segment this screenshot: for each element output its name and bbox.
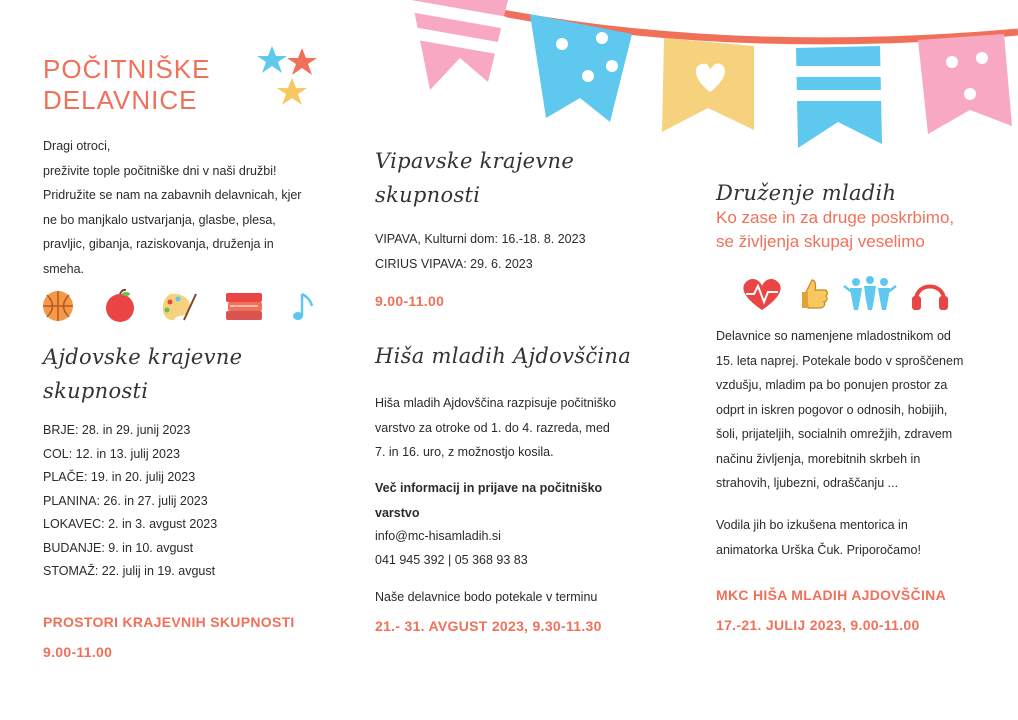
people-icon bbox=[844, 276, 896, 310]
list-item: BUDANJE: 9. in 10. avgust bbox=[43, 540, 194, 555]
druzenje-place: MKC HIŠA MLADIH AJDOVŠČINA bbox=[716, 587, 946, 603]
star-yellow-icon bbox=[277, 78, 307, 105]
hisa-line: Hiša mladih Ajdovščina razpisuje počitniško bbox=[375, 396, 617, 410]
stars-decoration bbox=[256, 44, 322, 110]
thumbs-up-icon bbox=[802, 280, 827, 308]
star-blue-icon bbox=[257, 46, 287, 73]
star-coral-icon bbox=[287, 48, 317, 75]
info-line: Več informacij in prijave na počitniško bbox=[375, 481, 603, 495]
ajdovske-place: PROSTORI KRAJEVNIH SKUPNOSTI bbox=[43, 614, 295, 630]
vipavske-list bbox=[375, 227, 665, 276]
intro-line: ne bo manjkalo ustvarjanja, glasbe, plesa, bbox=[43, 212, 276, 227]
bunting-flag-blue-striped bbox=[796, 46, 882, 148]
subtitle-line: se življenja skupaj veselimo bbox=[716, 232, 925, 251]
headphones-icon bbox=[912, 287, 948, 311]
vipavske-heading bbox=[375, 144, 574, 212]
books-icon bbox=[226, 293, 262, 320]
druzenje-text-2 bbox=[716, 513, 1006, 562]
subtitle-line: Ko zase in za druge poskrbimo, bbox=[716, 208, 955, 227]
list-item: PLAČE: 19. in 20. julij 2023 bbox=[43, 470, 196, 484]
intro-line: Dragi otroci, bbox=[43, 139, 111, 153]
list-item: LOKAVEC: 2. in 3. avgust 2023 bbox=[43, 517, 218, 531]
heading-line: Ajdovske krajevne bbox=[43, 345, 243, 369]
music-note-icon bbox=[293, 294, 312, 320]
title-line-1: POČITNIŠKE bbox=[43, 54, 211, 84]
hisa-term: 21.- 31. AVGUST 2023, 9.30-11.30 bbox=[375, 618, 602, 634]
heart-pulse-icon bbox=[743, 279, 780, 310]
hisa-line: 7. in 16. uro, z možnostjo kosila. bbox=[375, 445, 554, 459]
hisa-text bbox=[375, 391, 675, 465]
heading-line: skupnosti bbox=[43, 379, 149, 403]
intro-line: pravljic, gibanja, raziskovanja, druženja in bbox=[43, 237, 274, 251]
title-line-2: DELAVNICE bbox=[43, 85, 198, 115]
hisa-email[interactable]: info@mc-hisamladih.si bbox=[375, 529, 501, 543]
list-item: VIPAVA, Kulturni dom: 16.-18. 8. 2023 bbox=[375, 232, 586, 246]
list-item: STOMAŽ: 22. julij in 19. avgust bbox=[43, 564, 216, 578]
bunting-flag-yellow-heart bbox=[662, 38, 754, 132]
hisa-heading: Hiša mladih Ajdovščina bbox=[375, 344, 632, 368]
ajdovske-heading bbox=[43, 340, 242, 408]
druzenje-line: strahovih, ljubezni, odraščanju ... bbox=[716, 476, 899, 490]
druzenje-line: vzdušju, mladim pa bo ponujen prostor za bbox=[716, 378, 948, 392]
ajdovske-time: 9.00-11.00 bbox=[43, 644, 113, 660]
palette-icon bbox=[163, 294, 196, 320]
intro-line: preživite tople počitniške dni v naši družbi! bbox=[43, 163, 277, 178]
druzenje-heading: Druženje mladih bbox=[716, 181, 897, 205]
intro-text bbox=[43, 134, 323, 281]
druzenje-line: 15. leta naprej. Potekale bodo v sproščenem bbox=[716, 353, 964, 368]
intro-line: Pridružite se nam na zabavnih delavnicah, kjer bbox=[43, 188, 302, 202]
hisa-info-heading bbox=[375, 476, 675, 525]
druzenje-line: šoli, prijateljih, socialnih omrežjih, zdravem bbox=[716, 427, 953, 441]
intro-line: smeha. bbox=[43, 261, 84, 276]
activity-icons bbox=[40, 288, 330, 324]
info-line: varstvo bbox=[375, 505, 420, 520]
druzenje-icons bbox=[740, 274, 952, 314]
druzenje-subtitle bbox=[716, 206, 954, 254]
hisa-line: varstvo za otroke od 1. do 4. razreda, med bbox=[375, 420, 610, 435]
druzenje-line: odprt in iskren pogovor o odnosih, hobijih, bbox=[716, 402, 948, 417]
bunting-banner bbox=[380, 0, 1018, 160]
druzenje-line: animatorka Urška Čuk. Priporočamo! bbox=[716, 542, 921, 557]
druzenje-text bbox=[716, 324, 1006, 496]
hisa-phone[interactable]: 041 945 392 | 05 368 93 83 bbox=[375, 553, 528, 567]
list-item: BRJE: 28. in 29. junij 2023 bbox=[43, 423, 191, 437]
list-item: COL: 12. in 13. julij 2023 bbox=[43, 446, 180, 461]
list-item: CIRIUS VIPAVA: 29. 6. 2023 bbox=[375, 256, 533, 271]
bunting-flag-pink-striped bbox=[402, 0, 508, 90]
basketball-icon bbox=[43, 291, 73, 321]
hisa-term-text: Naše delavnice bodo potekale v terminu bbox=[375, 590, 598, 604]
apple-icon bbox=[106, 290, 134, 322]
ajdovske-list bbox=[43, 419, 313, 584]
druzenje-line: Vodila jih bo izkušena mentorica in bbox=[716, 518, 908, 532]
druzenje-line: Delavnice so namenjene mladostnikom od bbox=[716, 329, 951, 343]
vipavske-time: 9.00-11.00 bbox=[375, 293, 445, 309]
druzenje-line: načinu življenja, morebitnih skrbeh in bbox=[716, 451, 921, 466]
list-item: PLANINA: 26. in 27. julij 2023 bbox=[43, 493, 208, 508]
bunting-flag-pink-dotted bbox=[918, 34, 1012, 134]
page-title bbox=[43, 54, 210, 116]
heading-line: skupnosti bbox=[375, 183, 481, 207]
heading-line: Vipavske krajevne bbox=[375, 149, 575, 173]
druzenje-term: 17.-21. JULIJ 2023, 9.00-11.00 bbox=[716, 617, 920, 633]
bunting-string bbox=[440, 0, 1018, 41]
